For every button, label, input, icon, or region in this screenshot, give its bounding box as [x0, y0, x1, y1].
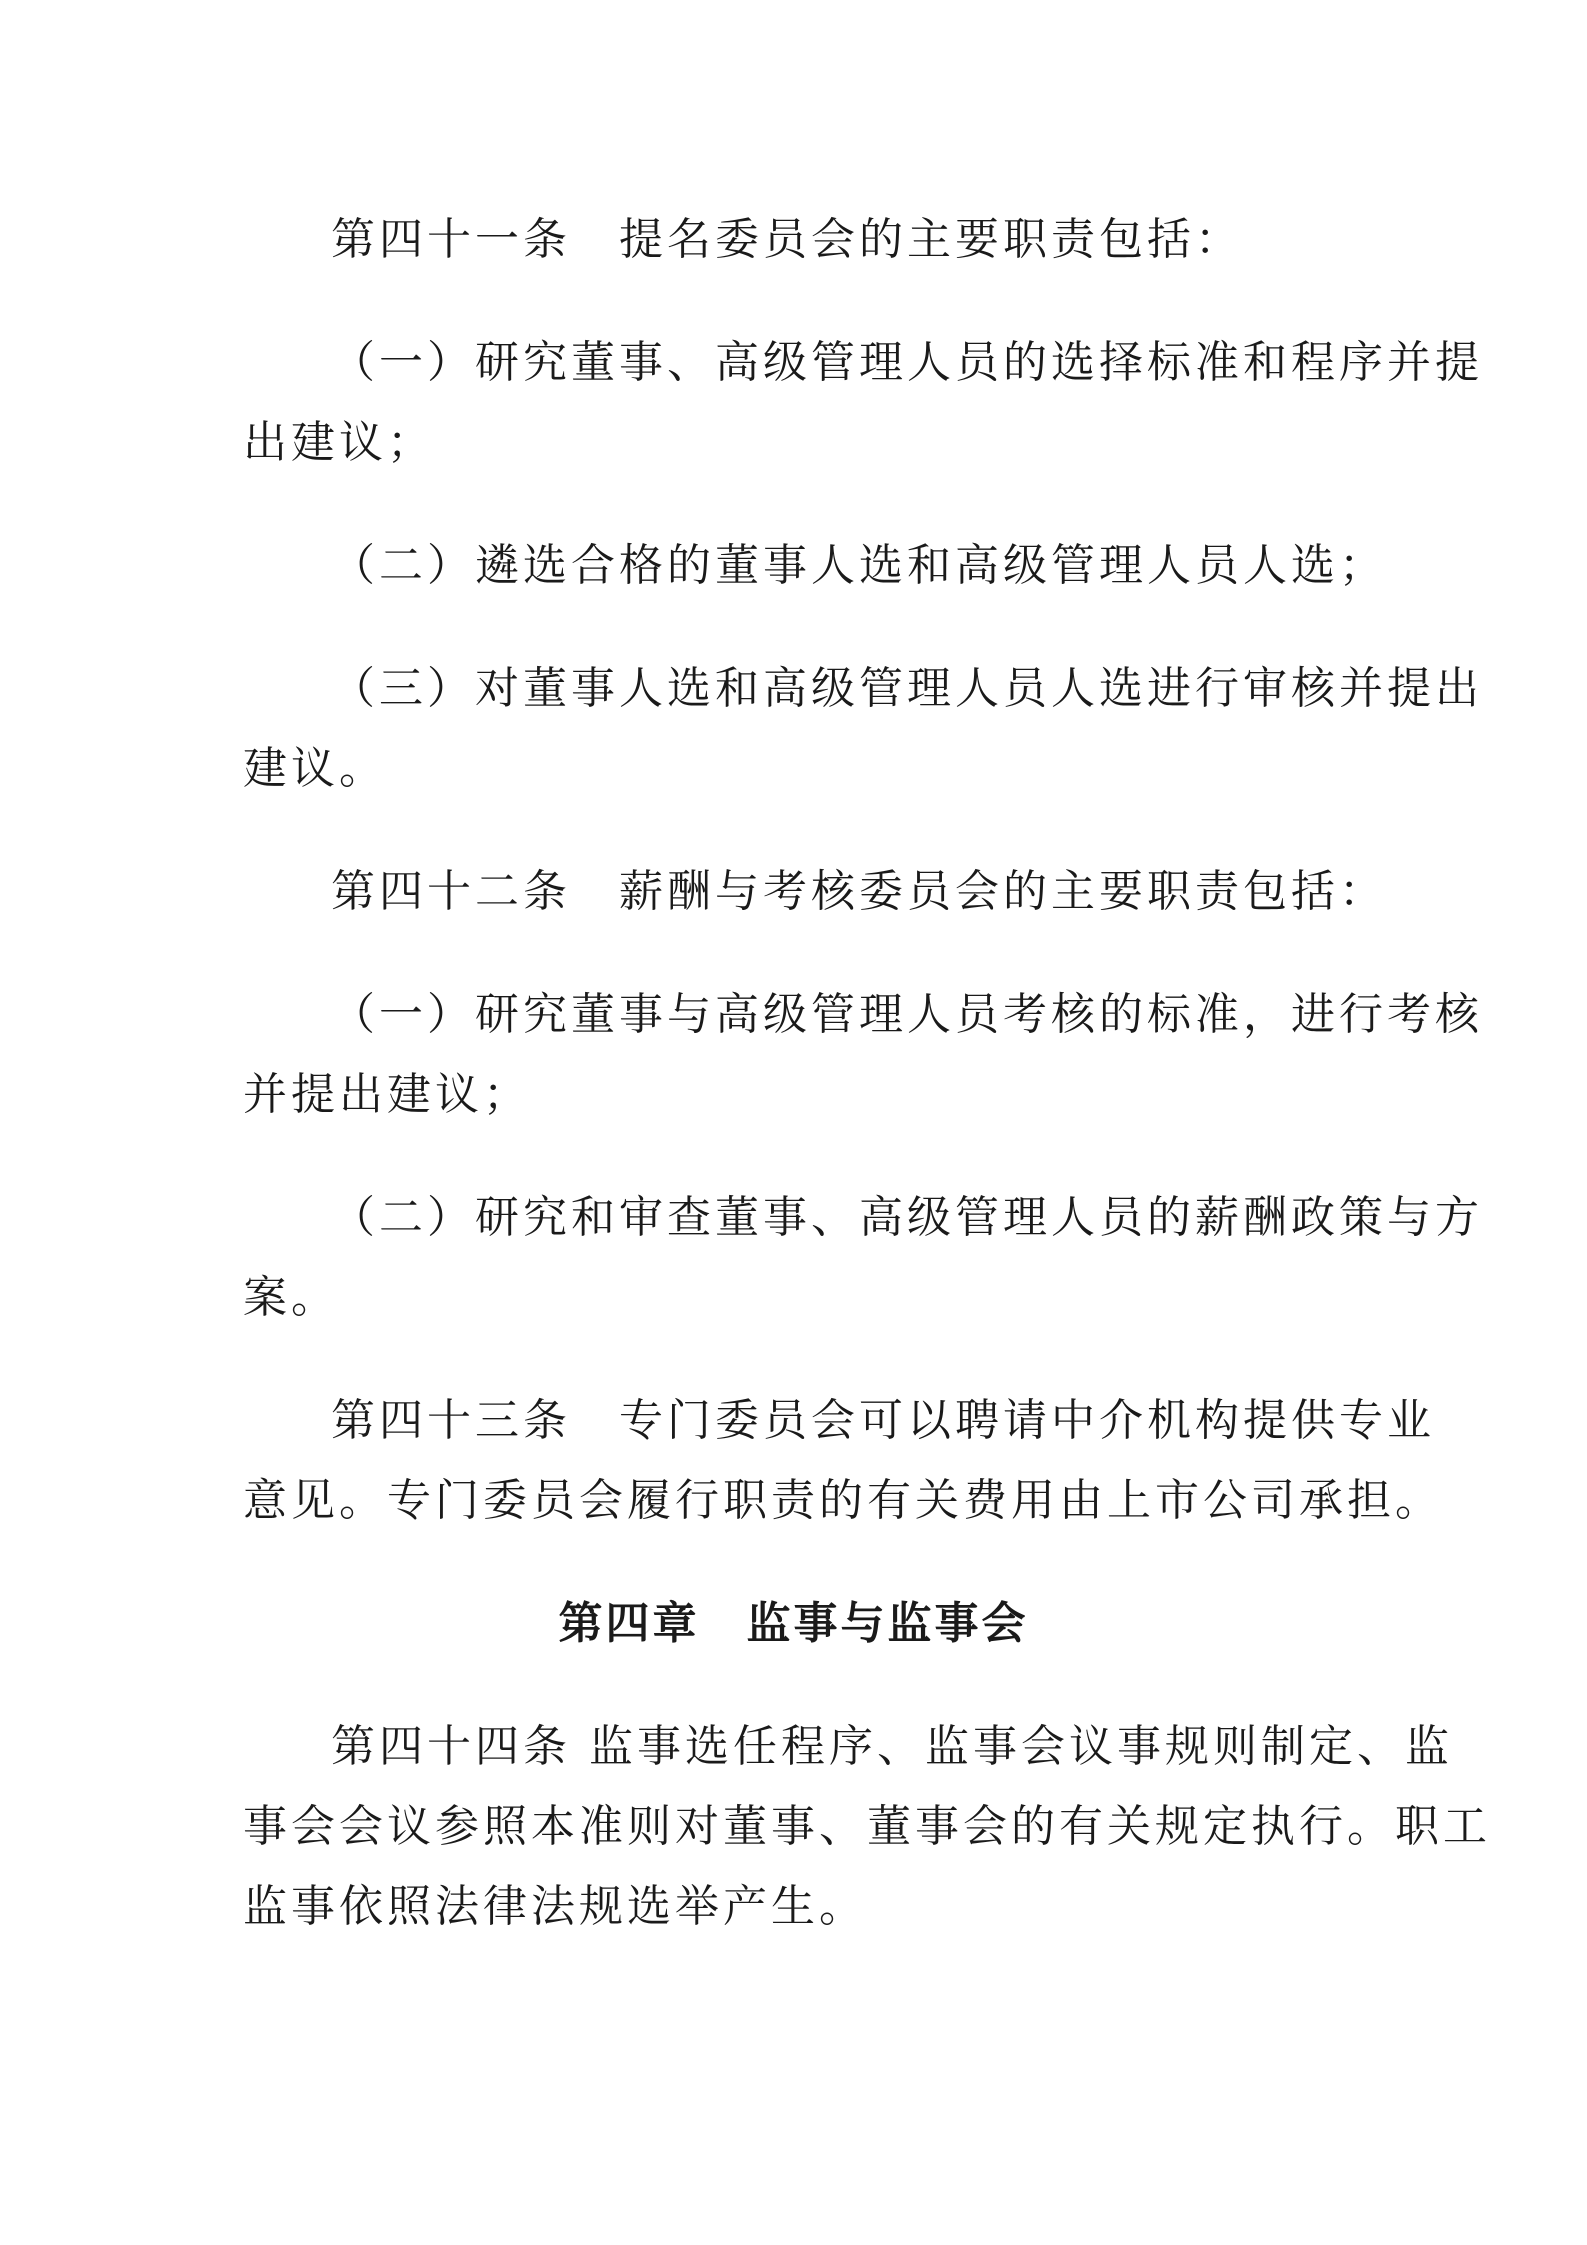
article-41-item-1: [243, 323, 1483, 483]
paragraph-line: 出建议；: [243, 417, 435, 468]
article-42-item-2: [243, 1178, 1483, 1338]
paragraph-line: （三）对董事人选和高级管理人员人选进行审核并提出: [331, 663, 1483, 714]
paragraph-line: （一）研究董事与高级管理人员考核的标准，进行考核: [331, 989, 1483, 1040]
paragraph-line: 第四十三条 专门委员会可以聘请中介机构提供专业: [331, 1395, 1435, 1446]
paragraph-line: 意见。专门委员会履行职责的有关费用由上市公司承担。: [243, 1475, 1443, 1526]
paragraph-line: （二）遴选合格的董事人选和高级管理人员人选；: [331, 540, 1387, 591]
article-43: [243, 1381, 1443, 1541]
paragraph-line: 第四十四条 监事选任程序、监事会议事规则制定、监: [331, 1721, 1453, 1772]
paragraph-line: 第四十二条 薪酬与考核委员会的主要职责包括：: [331, 866, 1387, 917]
paragraph-line: （二）研究和审查董事、高级管理人员的薪酬政策与方: [331, 1192, 1483, 1243]
article-44: [243, 1707, 1491, 1947]
paragraph-line: 事会会议参照本准则对董事、董事会的有关规定执行。职工: [243, 1801, 1491, 1852]
paragraph-line: 案。: [243, 1272, 339, 1323]
article-41-item-2: [243, 526, 1387, 606]
article-41: [243, 200, 1355, 280]
article-42-item-1: [243, 975, 1483, 1135]
paragraph-line: （一）研究董事、高级管理人员的选择标准和程序并提: [331, 337, 1483, 388]
paragraph-line: 监事依照法律法规选举产生。: [243, 1881, 867, 1932]
paragraph-line: 并提出建议；: [243, 1069, 531, 1120]
article-41-item-3: [243, 649, 1483, 809]
paragraph-line: 第四十一条 提名委员会的主要职责包括：: [331, 214, 1243, 265]
article-42: [243, 852, 1387, 932]
paragraph-line: 建议。: [243, 743, 387, 794]
chapter-heading: 第四章 监事与监事会: [558, 1598, 1029, 1649]
